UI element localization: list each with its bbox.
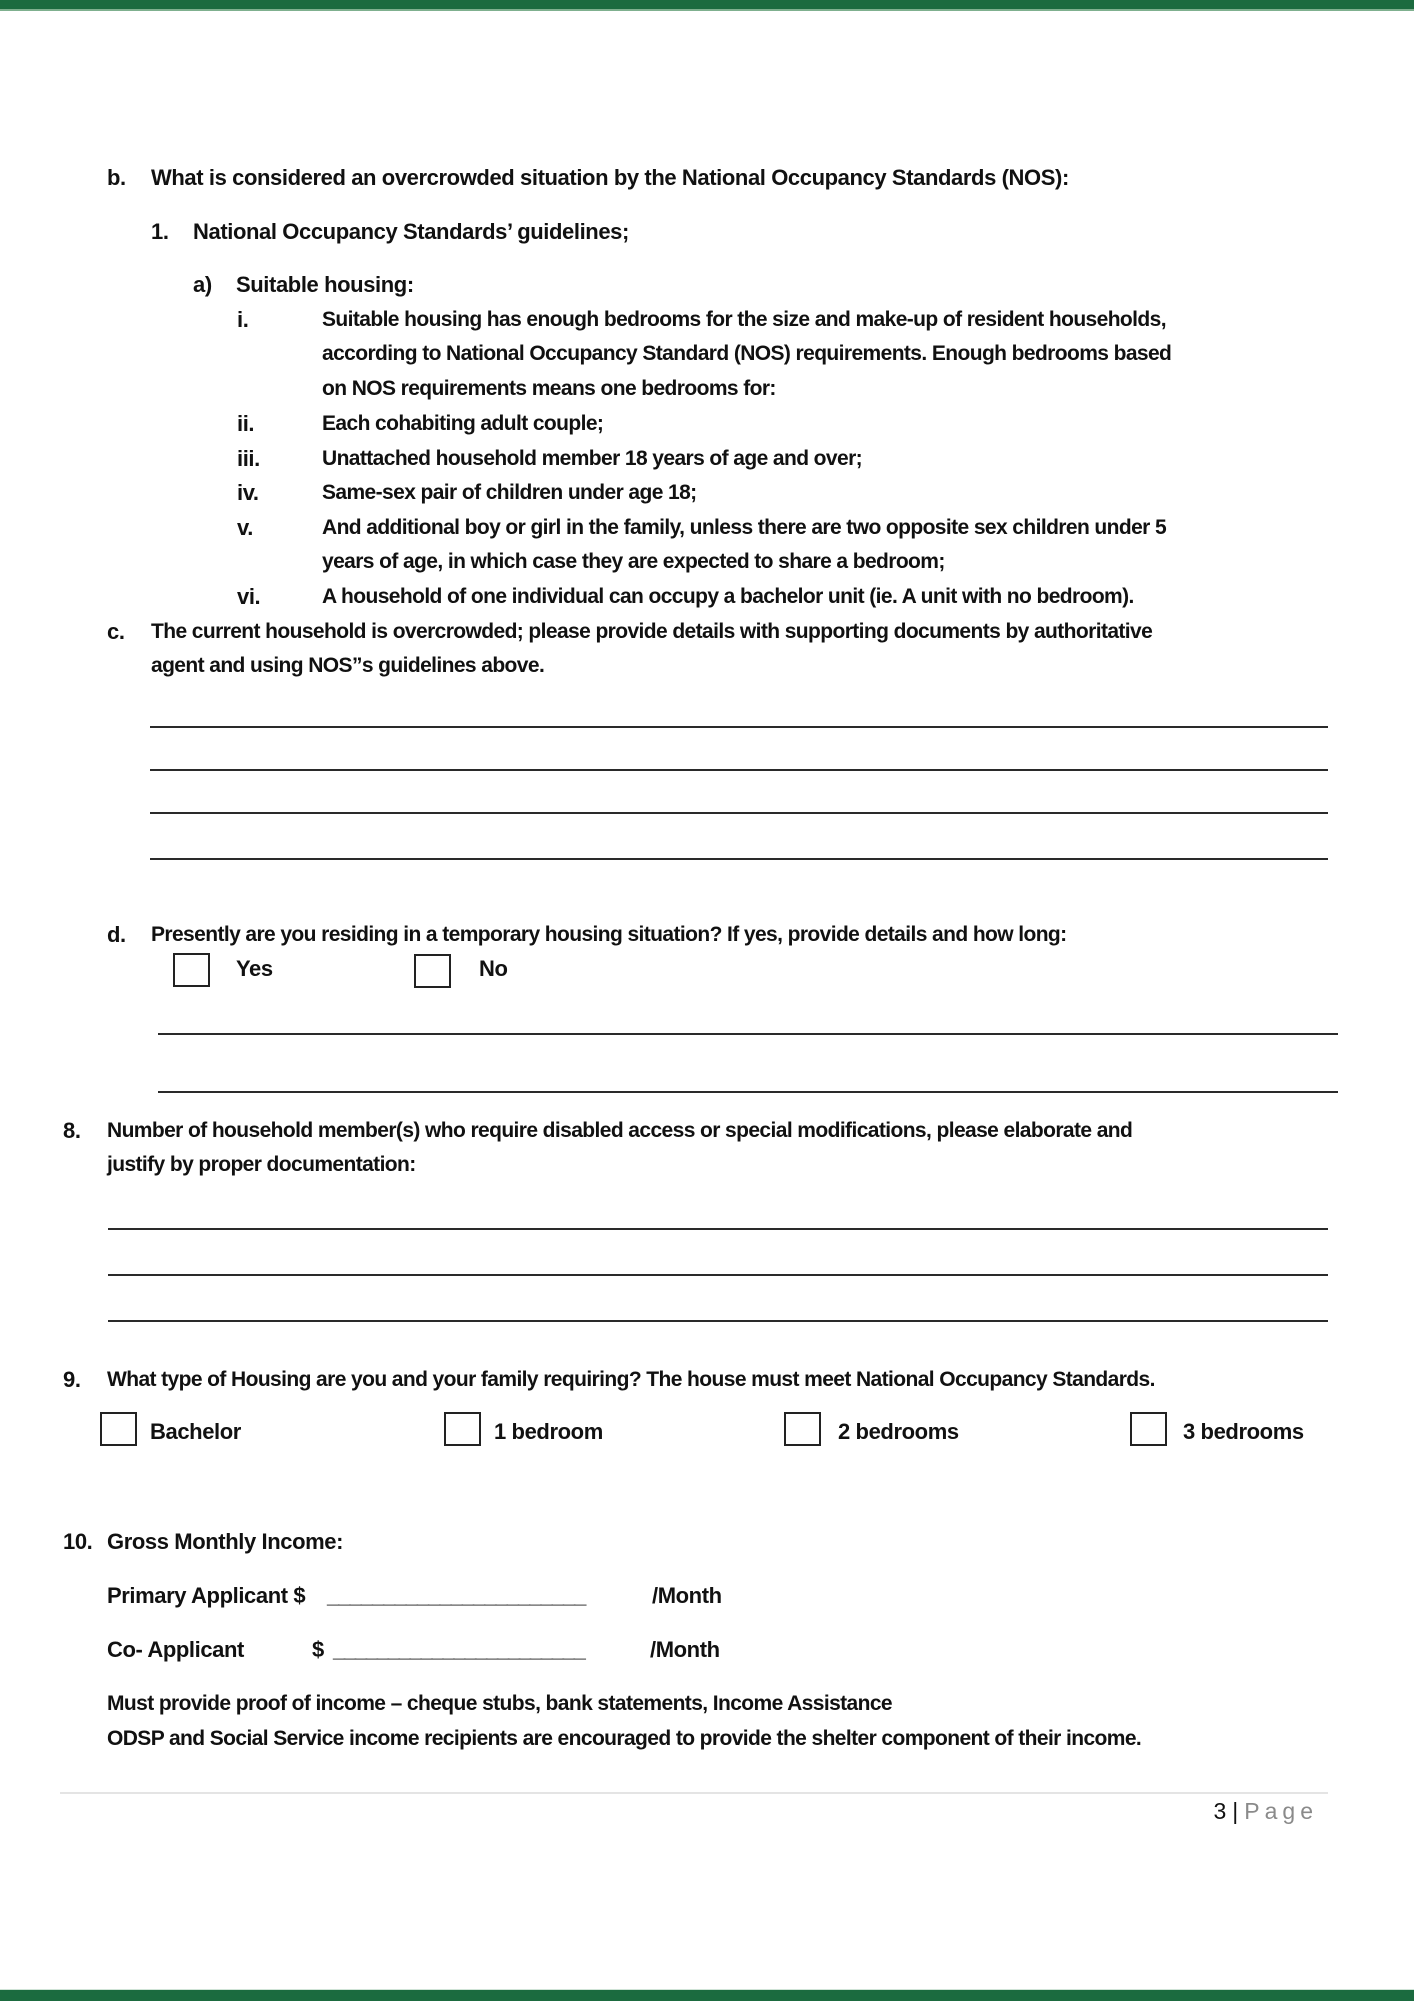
one-bedroom-label: 1 bedroom [494,1419,603,1444]
q9-question: What type of Housing are you and your family requiring? The house must meet National Occupancy Standards. [107,1368,1155,1391]
co-applicant-income-field[interactable]: _______________________ [333,1637,585,1662]
q8-question: Number of household member(s) who require disabled access or special modifications, please elaborate and [107,1119,1133,1142]
footer-divider [60,1792,1328,1794]
header-accent-bar [0,0,1414,11]
guidelines-marker: 1. [151,219,169,244]
section-d-answer-line[interactable] [158,1033,1338,1035]
list-item-marker: iv. [237,480,259,505]
list-item-marker: ii. [237,411,255,436]
section-b-question: What is considered an overcrowded situation by the National Occupancy Standards (NOS): [151,165,1069,190]
section-c-answer-line[interactable] [150,726,1328,728]
no-label: No [479,956,508,981]
primary-applicant-label: Primary Applicant $ [107,1583,306,1608]
guidelines-heading: National Occupancy Standards’ guidelines; [193,219,629,244]
list-item-text: on NOS requirements means one bedrooms for: [322,377,776,400]
list-item-marker: v. [237,515,253,540]
yes-checkbox[interactable] [173,953,210,987]
list-item-marker: vi. [237,584,261,609]
q8-question-cont: justify by proper documentation: [107,1153,416,1176]
list-item-marker: i. [237,307,249,332]
q10-question: Gross Monthly Income: [107,1529,344,1554]
list-item-text: according to National Occupancy Standard (NOS) requirements. Enough bedrooms based [322,342,1172,365]
suitable-housing-heading: Suitable housing: [236,272,414,297]
section-b-marker: b. [107,165,126,190]
q8-answer-line[interactable] [108,1320,1328,1322]
q10-marker: 10. [63,1529,93,1554]
suitable-housing-marker: a) [193,272,212,297]
list-item-text: And additional boy or girl in the family, unless there are two opposite sex children under 5 [322,516,1167,539]
two-bedrooms-label: 2 bedrooms [838,1419,959,1444]
section-c-marker: c. [107,619,125,644]
section-d-marker: d. [107,922,126,947]
q8-marker: 8. [63,1118,81,1143]
section-c-answer-line[interactable] [150,858,1328,860]
list-item-text: years of age, in which case they are expected to share a bedroom; [322,550,945,573]
co-applicant-label: Co- Applicant [107,1637,244,1662]
no-checkbox[interactable] [414,954,451,988]
bachelor-checkbox[interactable] [100,1412,137,1446]
bachelor-label: Bachelor [150,1419,241,1444]
section-c-question: The current household is overcrowded; please provide details with supporting documents by authoritative [151,620,1153,643]
list-item-text: A household of one individual can occupy a bachelor unit (ie. A unit with no bedroom). [322,585,1134,608]
section-c-answer-line[interactable] [150,812,1328,814]
section-c-answer-line[interactable] [150,769,1328,771]
list-item-marker: iii. [237,446,260,471]
section-d-question: Presently are you residing in a temporary housing situation? If yes, provide details and how long: [151,923,1067,946]
section-d-answer-line[interactable] [158,1091,1338,1093]
three-bedrooms-checkbox[interactable] [1130,1412,1167,1446]
primary-applicant-income-field[interactable]: _______________________ [327,1583,586,1608]
list-item-text: Same-sex pair of children under age 18; [322,481,697,504]
list-item-text: Each cohabiting adult couple; [322,412,604,435]
co-applicant-suffix: /Month [650,1637,720,1662]
three-bedrooms-label: 3 bedrooms [1183,1419,1304,1444]
list-item-text: Suitable housing has enough bedrooms for the size and make-up of resident households, [322,308,1166,331]
two-bedrooms-checkbox[interactable] [784,1412,821,1446]
q9-marker: 9. [63,1367,81,1392]
co-applicant-currency: $ [312,1637,324,1662]
footer-accent-bar [0,1989,1414,2001]
section-c-question-cont: agent and using NOS”s guidelines above. [151,654,545,677]
primary-applicant-suffix: /Month [652,1583,722,1608]
yes-label: Yes [236,956,273,981]
shelter-component-note: ODSP and Social Service income recipients are encouraged to provide the shelter component of their income. [107,1727,1142,1750]
page-number [1214,1797,1319,1825]
q8-answer-line[interactable] [108,1274,1328,1276]
income-proof-note: Must provide proof of income – cheque stubs, bank statements, Income Assistance [107,1692,893,1715]
q8-answer-line[interactable] [108,1228,1328,1230]
page-word: Page [1244,1798,1318,1824]
page-number-value: 3 [1213,1798,1227,1824]
list-item-text: Unattached household member 18 years of age and over; [322,447,863,470]
one-bedroom-checkbox[interactable] [444,1412,481,1446]
page-number-separator: | [1232,1798,1239,1824]
